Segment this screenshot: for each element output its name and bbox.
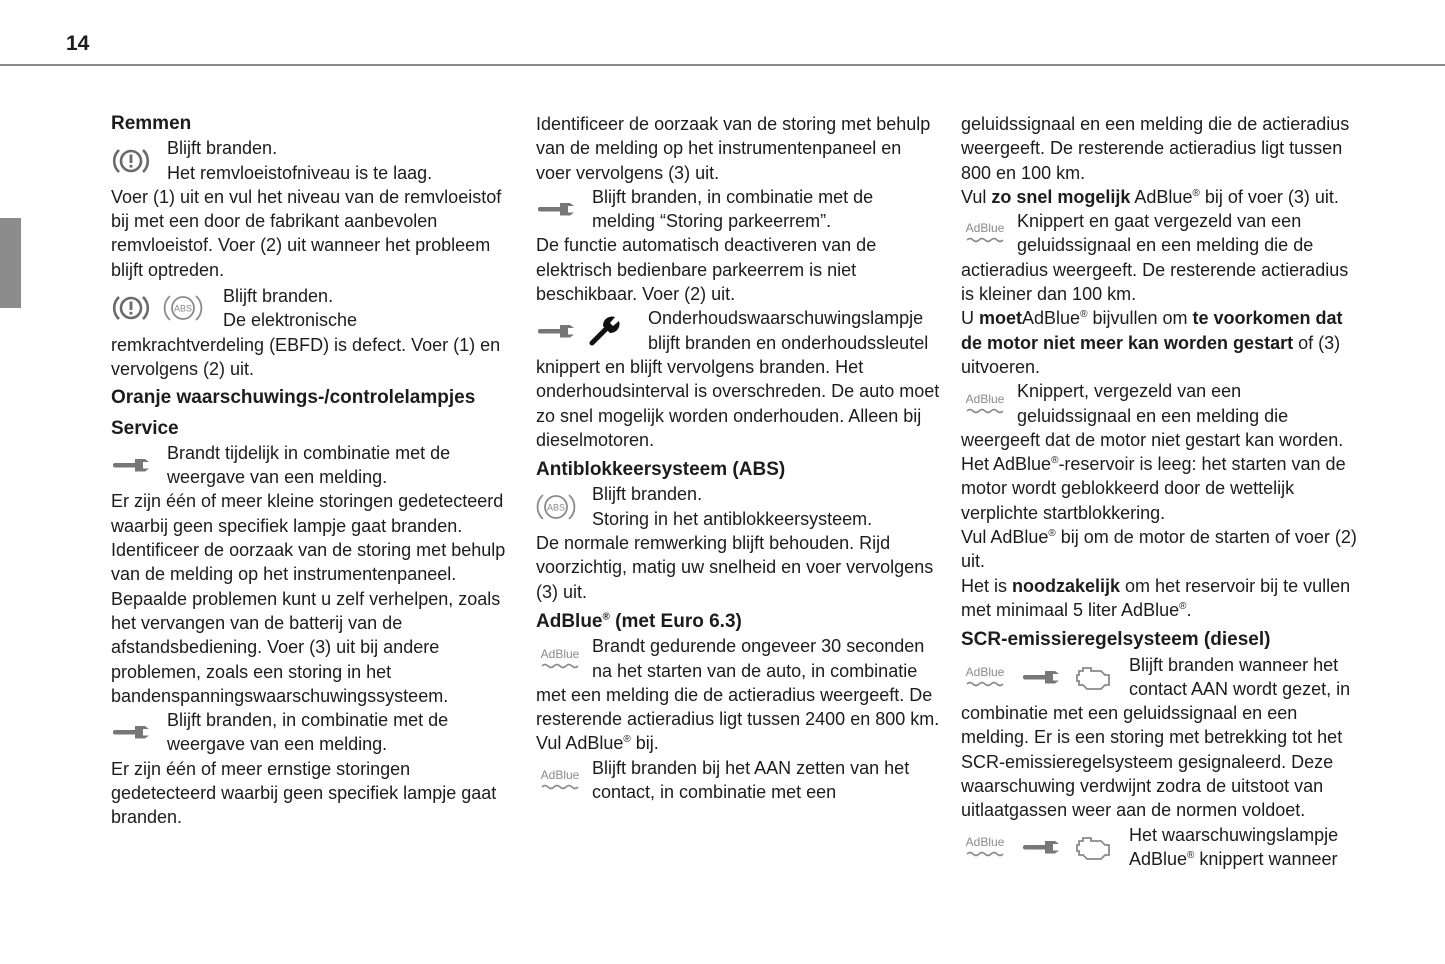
item-line: geluidssignaal en een melding die de [1017,235,1314,256]
item-line: Onderhoudswaarschuwingslampje [648,308,924,329]
paragraph: knippert en blijft vervolgens branden. Het onderhoudsinterval is overschreden. De auto moet zo snel mogelijk worden onderhouden. Alleen bij dieselmotoren. [536,356,940,450]
warning-item-adblue-2 [536,756,941,805]
section-title-remmen: Remmen [111,113,192,134]
item-line: contact, in combinatie met een [592,782,837,803]
wrench-icon [111,722,151,742]
item-line: Blijft branden, in combinatie met de [592,186,874,207]
item-line: na het starten van de auto, in combinatie [592,660,918,681]
chapter-tab [0,218,21,308]
warning-item-maintenance [536,306,941,355]
paragraph: actieradius weergeeft. De resterende actieradius is kleiner dan 100 km. [961,259,1349,305]
brake-warning-icon [111,144,151,178]
paragraph: Er zijn één of meer ernstige storingen gedetecteerd waarbij geen specifiek lampje gaat branden. [111,758,497,828]
wrench-icon [1021,837,1061,857]
brake-warning-icon [111,291,151,325]
adblue-icon [536,645,584,673]
item-line: Storing in het antiblokkeersysteem. [592,508,873,529]
abs-icon [536,490,576,524]
text: bij om de motor de starten of voer (2) uit. [961,527,1357,572]
abs-icon [163,291,203,325]
title-text: (met Euro 6.3) [609,610,742,632]
maintenance-key-icon [588,314,622,348]
item-line: Blijft branden. [592,484,703,505]
column-3 [961,112,1366,871]
adblue-icon [961,219,1009,247]
text: om het reservoir bij te vullen met minimaal 5 liter AdBlue [961,575,1351,620]
item-line: De elektronische [223,310,358,331]
item-line: Het waarschuwingslampje [1129,824,1339,845]
registered-mark: ® [1187,849,1195,861]
paragraph: Voer (1) uit en vul het niveau van de remvloeistof bij met een door de fabrikant aanbevolen remvloeistof. Voer (2) uit wanneer het probleem blijft optreden. [111,186,502,280]
paragraph: weergeeft dat de motor niet gestart kan worden. [961,429,1344,450]
text: AdBlue [1022,308,1081,329]
registered-mark: ® [602,611,610,623]
wrench-icon [1021,667,1061,687]
section-title-adblue [536,610,941,634]
item-line: Blijft branden wanneer het [1129,654,1339,675]
engine-icon [1073,662,1113,692]
text: Vul AdBlue [536,733,624,754]
text: bijvullen om [1087,308,1193,329]
emphasis: te voorkomen dat de motor niet meer kan worden gestart [961,308,1343,353]
item-line: Brandt gedurende ongeveer 30 seconden [592,636,925,657]
warning-item-scr-1 [961,653,1366,702]
text: bij. [630,733,659,754]
warning-item-abs [536,482,941,531]
item-line: Brandt tijdelijk in combinatie met de [167,442,451,463]
section-title-scr: SCR-emissieregelsysteem (diesel) [961,629,1271,651]
text: -reservoir is leeg: het starten van de motor wordt geblokkeerd door de wettelijk verplichte startblokkering. [961,454,1346,523]
item-line [1129,847,1338,871]
section-title-oranje: Oranje waarschuwings-/controlelampjes [111,387,476,409]
paragraph [961,452,1366,525]
registered-mark: ® [1192,187,1200,199]
item-line: weergave van een melding. [167,734,388,755]
registered-mark: ® [1080,309,1088,321]
text: Vul AdBlue [961,527,1049,548]
paragraph: combinatie met een geluidssignaal en een melding. Er is een storing met betrekking tot het SCR-emissieregelsysteem gesignaleerd. Deze waarschuwing verdwijnt zodra de uitstoot van uitlaatgassen weer aan de normen voldoet. [961,703,1343,821]
adblue-icon [961,833,1009,861]
warning-item-adblue-1 [536,634,941,683]
text: AdBlue [1130,186,1193,207]
paragraph: De functie automatisch deactiveren van de elektrisch bedienbare parkeerrem is niet beschikbaar. Voer (2) uit. [536,235,877,305]
text: U [961,308,979,329]
paragraph [961,306,1366,379]
item-line: Knippert, vergezeld van een [1017,381,1242,402]
paragraph: geluidssignaal en een melding die de actieradius weergeeft. De resterende actieradius ligt tussen 800 en 100 km. [961,114,1350,183]
item-line: Blijft branden, in combinatie met de [167,710,449,731]
item-line: blijft branden en onderhoudssleutel [648,332,929,353]
item-line: Blijft branden. [167,138,278,159]
paragraph: Identificeer de oorzaak van de storing met behulp van de melding op het instrumentenpaneel en voer vervolgens (3) uit. [536,114,931,183]
paragraph [961,185,1366,209]
warning-item-adblue-3 [961,209,1366,258]
warning-item-ebfd [111,284,516,333]
text: AdBlue [1129,848,1188,869]
registered-mark: ® [1179,600,1187,612]
adblue-icon [961,663,1009,691]
engine-icon [1073,832,1113,862]
emphasis: noodzakelijk [1012,575,1121,596]
adblue-icon [961,390,1009,418]
warning-item-brake-fluid [111,136,516,185]
warning-item-service-2 [111,708,516,757]
emphasis: zo snel mogelijk [991,186,1131,207]
item-line: Blijft branden bij het AAN zetten van het [592,757,910,778]
section-title-service: Service [111,417,179,439]
paragraph: De normale remwerking blijft behouden. Rijd voorzichtig, matig uw snelheid en voer vervolgens (3) uit. [536,533,934,602]
paragraph: remkrachtverdeling (EBFD) is defect. Voer (1) en vervolgens (2) uit. [111,334,501,379]
text: knippert wanneer [1194,848,1338,869]
item-line: weergave van een melding. [167,467,388,488]
item-line: contact AAN wordt gezet, in [1129,678,1351,699]
text: Het is [961,575,1013,596]
paragraph: met een melding die de actieradius weergeeft. De resterende actieradius ligt tussen 2400 en 800 km. [536,684,940,730]
page-number: 14 [66,32,90,55]
column-1 [111,112,516,830]
registered-mark: ® [623,734,631,746]
section-title-abs: Antiblokkeersysteem (ABS) [536,459,786,481]
warning-item-scr-2 [961,823,1366,872]
warning-item-service-1 [111,441,516,490]
item-line: geluidssignaal en een melding die [1017,405,1289,426]
paragraph [536,731,941,755]
item-line: Het remvloeistofniveau is te laag. [167,162,433,183]
paragraph: Er zijn één of meer kleine storingen gedetecteerd waarbij geen specifiek lampje gaat branden. Identificeer de oorzaak van de storing met behulp van de melding op het instrumentenpaneel. Bepaalde problemen kunt u zelf verhelpen, zoals het vervangen van de batterij van de afstandsbediening. Voer (3) uit bij andere problemen, zoals een storing in het bandenspanningswaarschuwingssysteem. [111,491,506,706]
item-line: melding “Storing parkeerrem”. [592,211,832,232]
warning-item-parking-brake [536,185,941,234]
column-2 [536,112,941,804]
wrench-icon [536,199,576,219]
paragraph [961,525,1366,574]
text: bij of voer (3) uit. [1199,186,1339,207]
header-rule [0,64,1445,66]
registered-mark: ® [1051,455,1059,467]
registered-mark: ® [1048,528,1056,540]
emphasis: moet [979,308,1023,329]
adblue-icon [536,766,584,794]
wrench-icon [111,455,151,475]
warning-item-adblue-4 [961,379,1366,428]
text: of (3) uitvoeren. [961,332,1341,377]
text: . [1186,599,1192,620]
item-line: Blijft branden. [223,286,334,307]
text: Het AdBlue [961,454,1052,475]
wrench-icon [536,321,576,341]
paragraph [961,574,1366,623]
title-text: AdBlue [536,610,603,632]
text: Vul [961,186,992,207]
item-line: Knippert en gaat vergezeld van een [1017,211,1302,232]
